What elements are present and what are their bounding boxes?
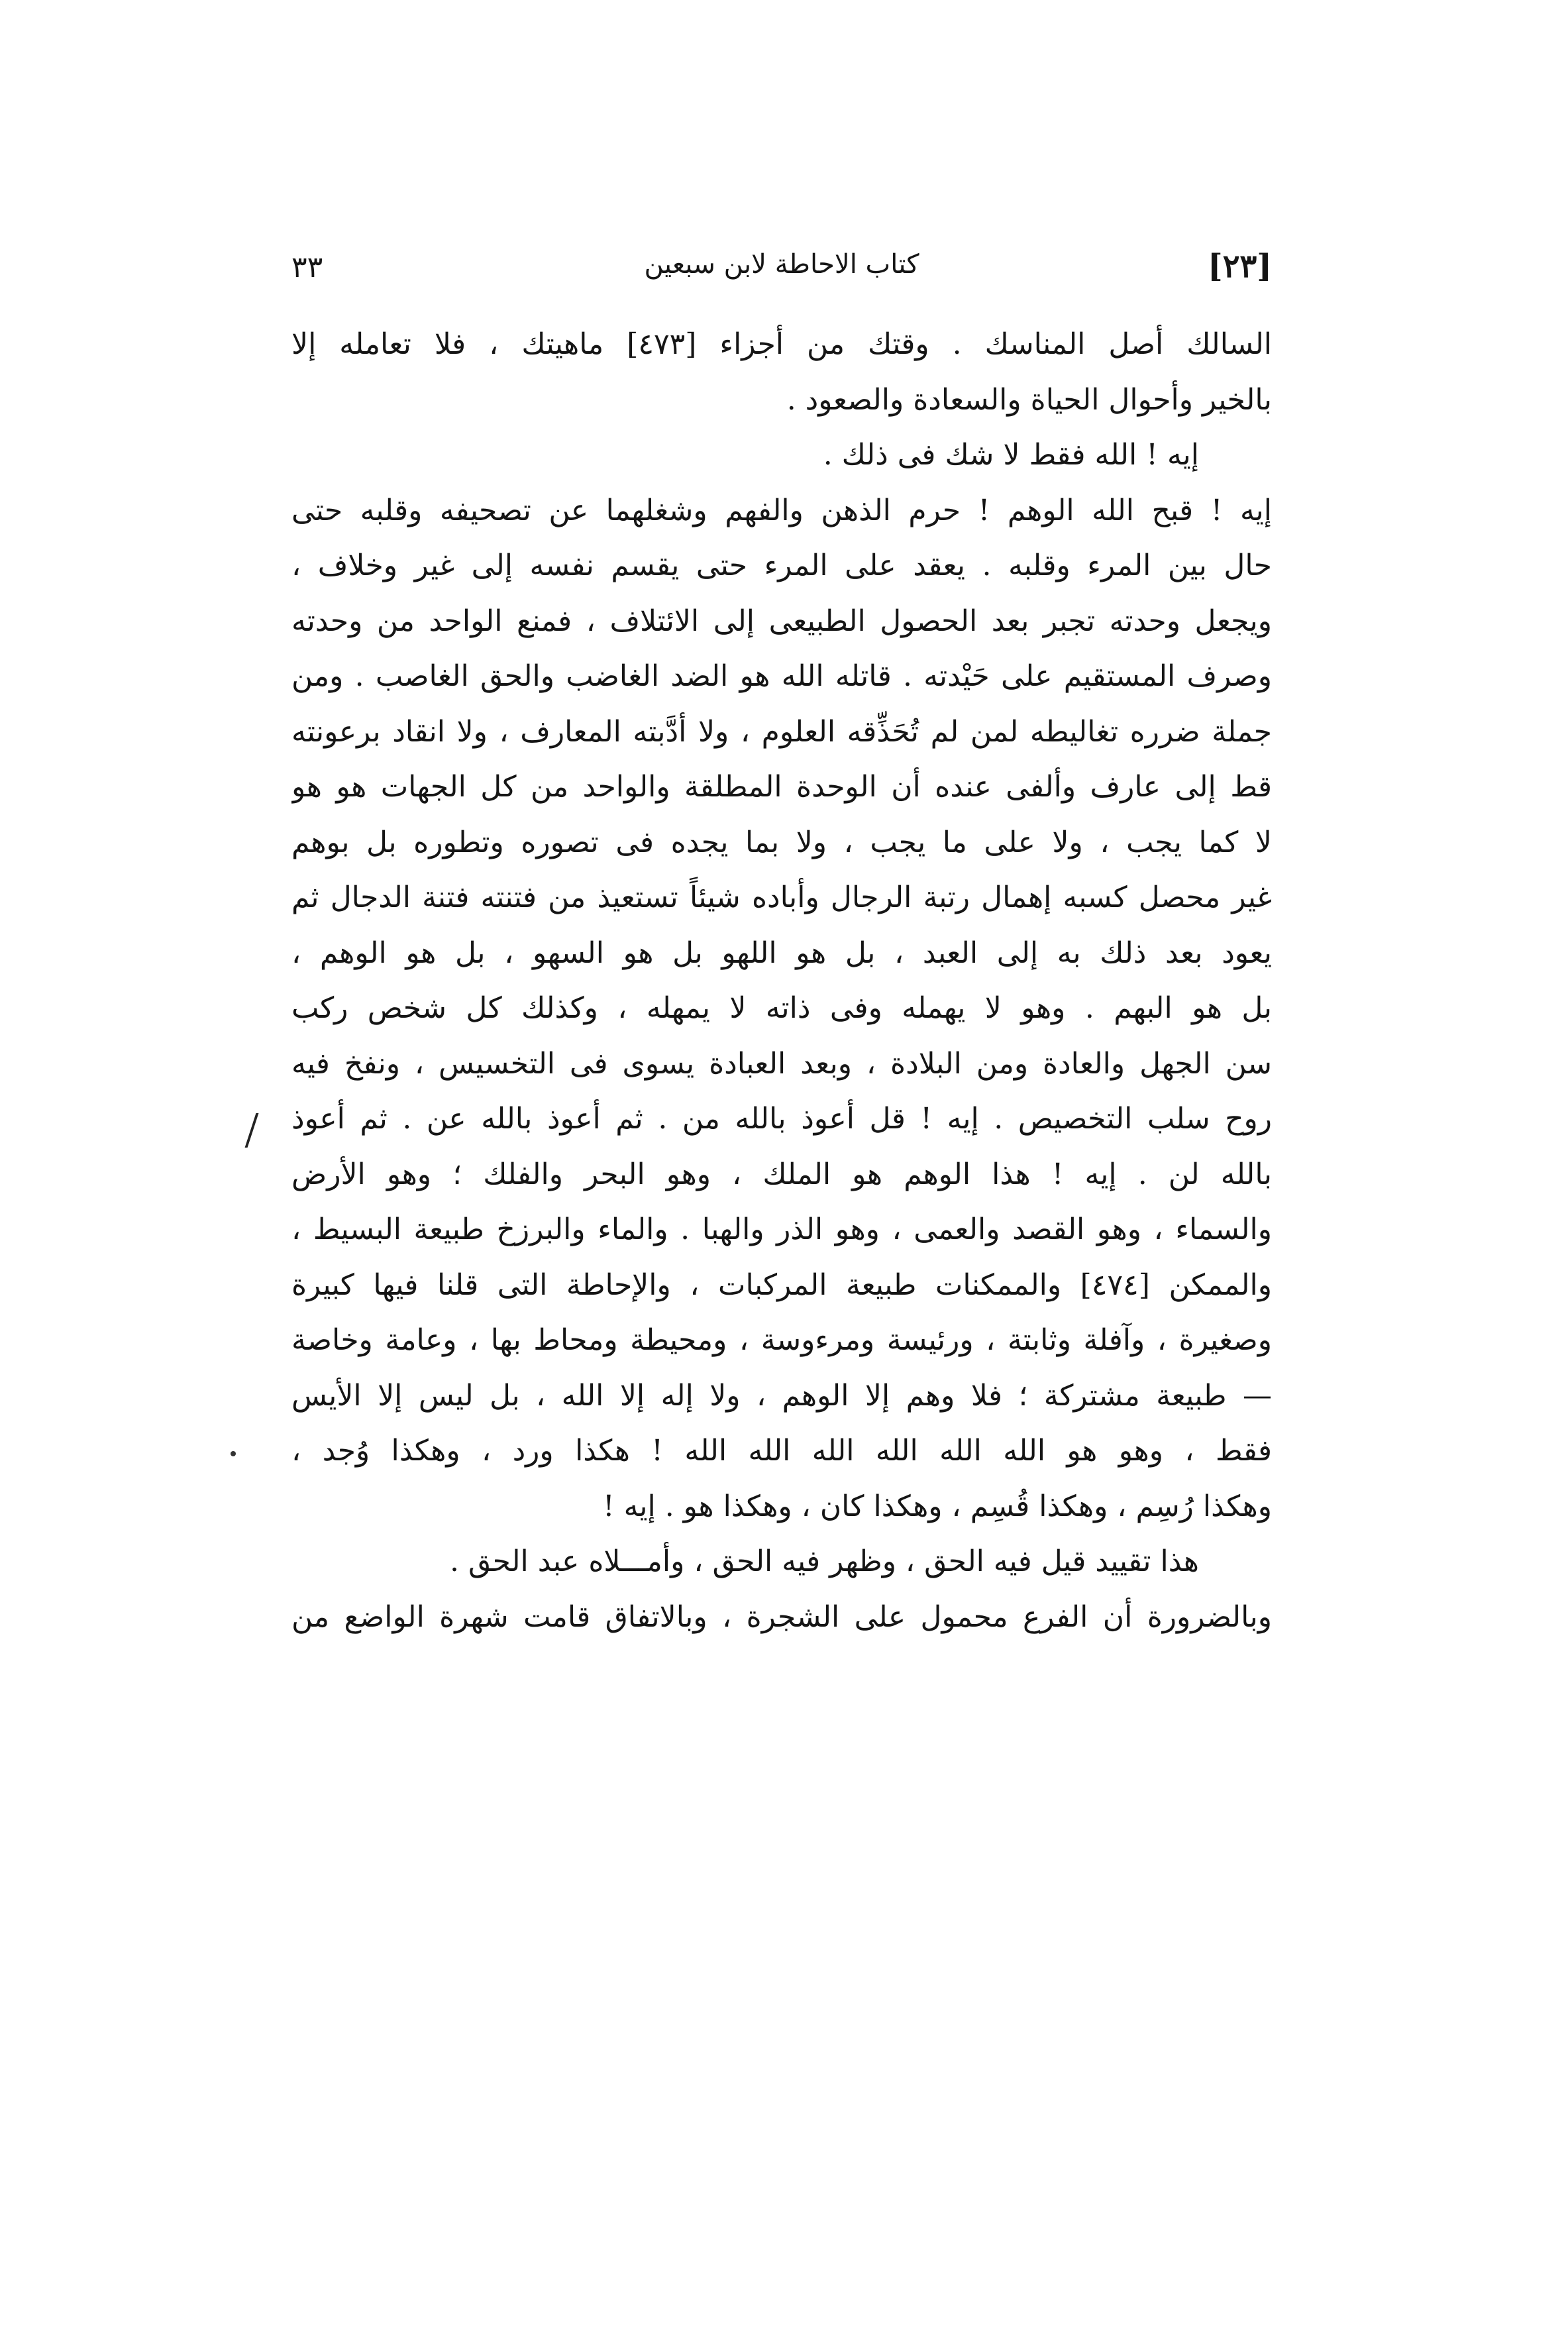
body-text	[291, 317, 1272, 1645]
text-line: إيه ! الله فقط لا شك فى ذلك .	[823, 438, 1199, 472]
text-line: وصرف المستقيم على حَيْدته . قاتله الله هو الضد الغاضب والحق الغاصب . ومن	[291, 659, 1272, 693]
text-line: ويجعل وحدته تجبر بعد الحصول الطبيعى إلى الائتلاف ، فمنع الواحد من وحدته	[291, 604, 1272, 638]
text-line: إيه ! قبح الله الوهم ! حرم الذهن والفهم وشغلهما عن تصحيفه وقلبه حتى	[291, 493, 1272, 527]
text-line: غير محصل كسبه إهمال رتبة الرجال وأباده شيئاً تستعيذ من فتنته فتنة الدجال ثم	[291, 881, 1272, 914]
text-line: والممكن [٤٧٤] والممكنات طبيعة المركبات ، والإحاطة التى قلنا فيها كبيرة	[291, 1268, 1272, 1302]
text-line: قط إلى عارف وألفى عنده أن الوحدة المطلقة والواحد من كل الجهات هو هو	[291, 770, 1272, 804]
text-line: بالله لن . إيه ! هذا الوهم هو الملك ، وهو البحر والفلك ؛ وهو الأرض	[291, 1157, 1272, 1191]
text-line: حال بين المرء وقلبه . يعقد على المرء حتى يقسم نفسه إلى غير وخلاف ،	[291, 549, 1272, 582]
text-line: وصغيرة ، وآفلة وثابتة ، ورئيسة ومرءوسة ، ومحيطة ومحاط بها ، وعامة وخاصة	[291, 1323, 1272, 1357]
book-title: كتاب الاحاطة لابن سبعين	[644, 249, 919, 280]
margin-dot	[231, 1451, 236, 1456]
text-line: وهكذا رُسِم ، وهكذا قُسِم ، وهكذا كان ، وهكذا هو . إيه !	[602, 1489, 1272, 1523]
margin-mark	[245, 1113, 266, 1148]
text-line: بالخير وأحوال الحياة والسعادة والصعود .	[786, 382, 1272, 417]
text-line: فقط ، وهو هو الله الله الله الله الله الله ! هكذا ورد ، وهكذا وُجد ،	[291, 1434, 1272, 1468]
page-number: ٣٣	[291, 250, 323, 284]
text-line: السالك أصل المناسك . وقتك من أجزاء [٤٧٣] ماهيتك ، فلا تعامله إلا	[291, 327, 1272, 361]
text-line: — طبيعة مشتركة ؛ فلا وهم إلا الوهم ، ولا إله إلا الله ، بل ليس إلا الأيس	[291, 1378, 1272, 1413]
text-line: يعود بعد ذلك به إلى العبد ، بل هو اللهو بل هو السهو ، بل هو الوهم ،	[291, 936, 1272, 970]
running-head	[291, 245, 1272, 298]
text-line: لا كما يجب ، ولا على ما يجب ، ولا بما يجده فى تصوره وتطوره بل بوهم	[291, 825, 1272, 859]
text-line: سن الجهل والعادة ومن البلادة ، وبعد العبادة يسوى فى التخسيس ، ونفخ فيه	[291, 1046, 1272, 1081]
text-line: وبالضرورة أن الفرع محمول على الشجرة ، وبالاتفاق قامت شهرة الواضع من	[291, 1599, 1272, 1634]
text-line: هذا تقييد قيل فيه الحق ، وظهر فيه الحق ، وأمـــلاه عبد الحق .	[450, 1544, 1199, 1578]
section-number: [٢٣]	[1208, 248, 1272, 285]
text-line: روح سلب التخصيص . إيه ! قل أعوذ بالله من . ثم أعوذ بالله عن . ثم أعوذ	[291, 1102, 1272, 1136]
text-line: جملة ضرره تغاليطه لمن لم تُحَذِّقه العلوم ، ولا أدَّبته المعارف ، ولا انقاد برعونته	[291, 714, 1272, 749]
text-line: بل هو البهم . وهو لا يهمله وفى ذاته لا يمهله ، وكذلك كل شخص ركب	[291, 991, 1272, 1025]
text-line: والسماء ، وهو القصد والعمى ، وهو الذر والهبا . والماء والبرزخ طبيعة البسيط ،	[291, 1213, 1272, 1246]
